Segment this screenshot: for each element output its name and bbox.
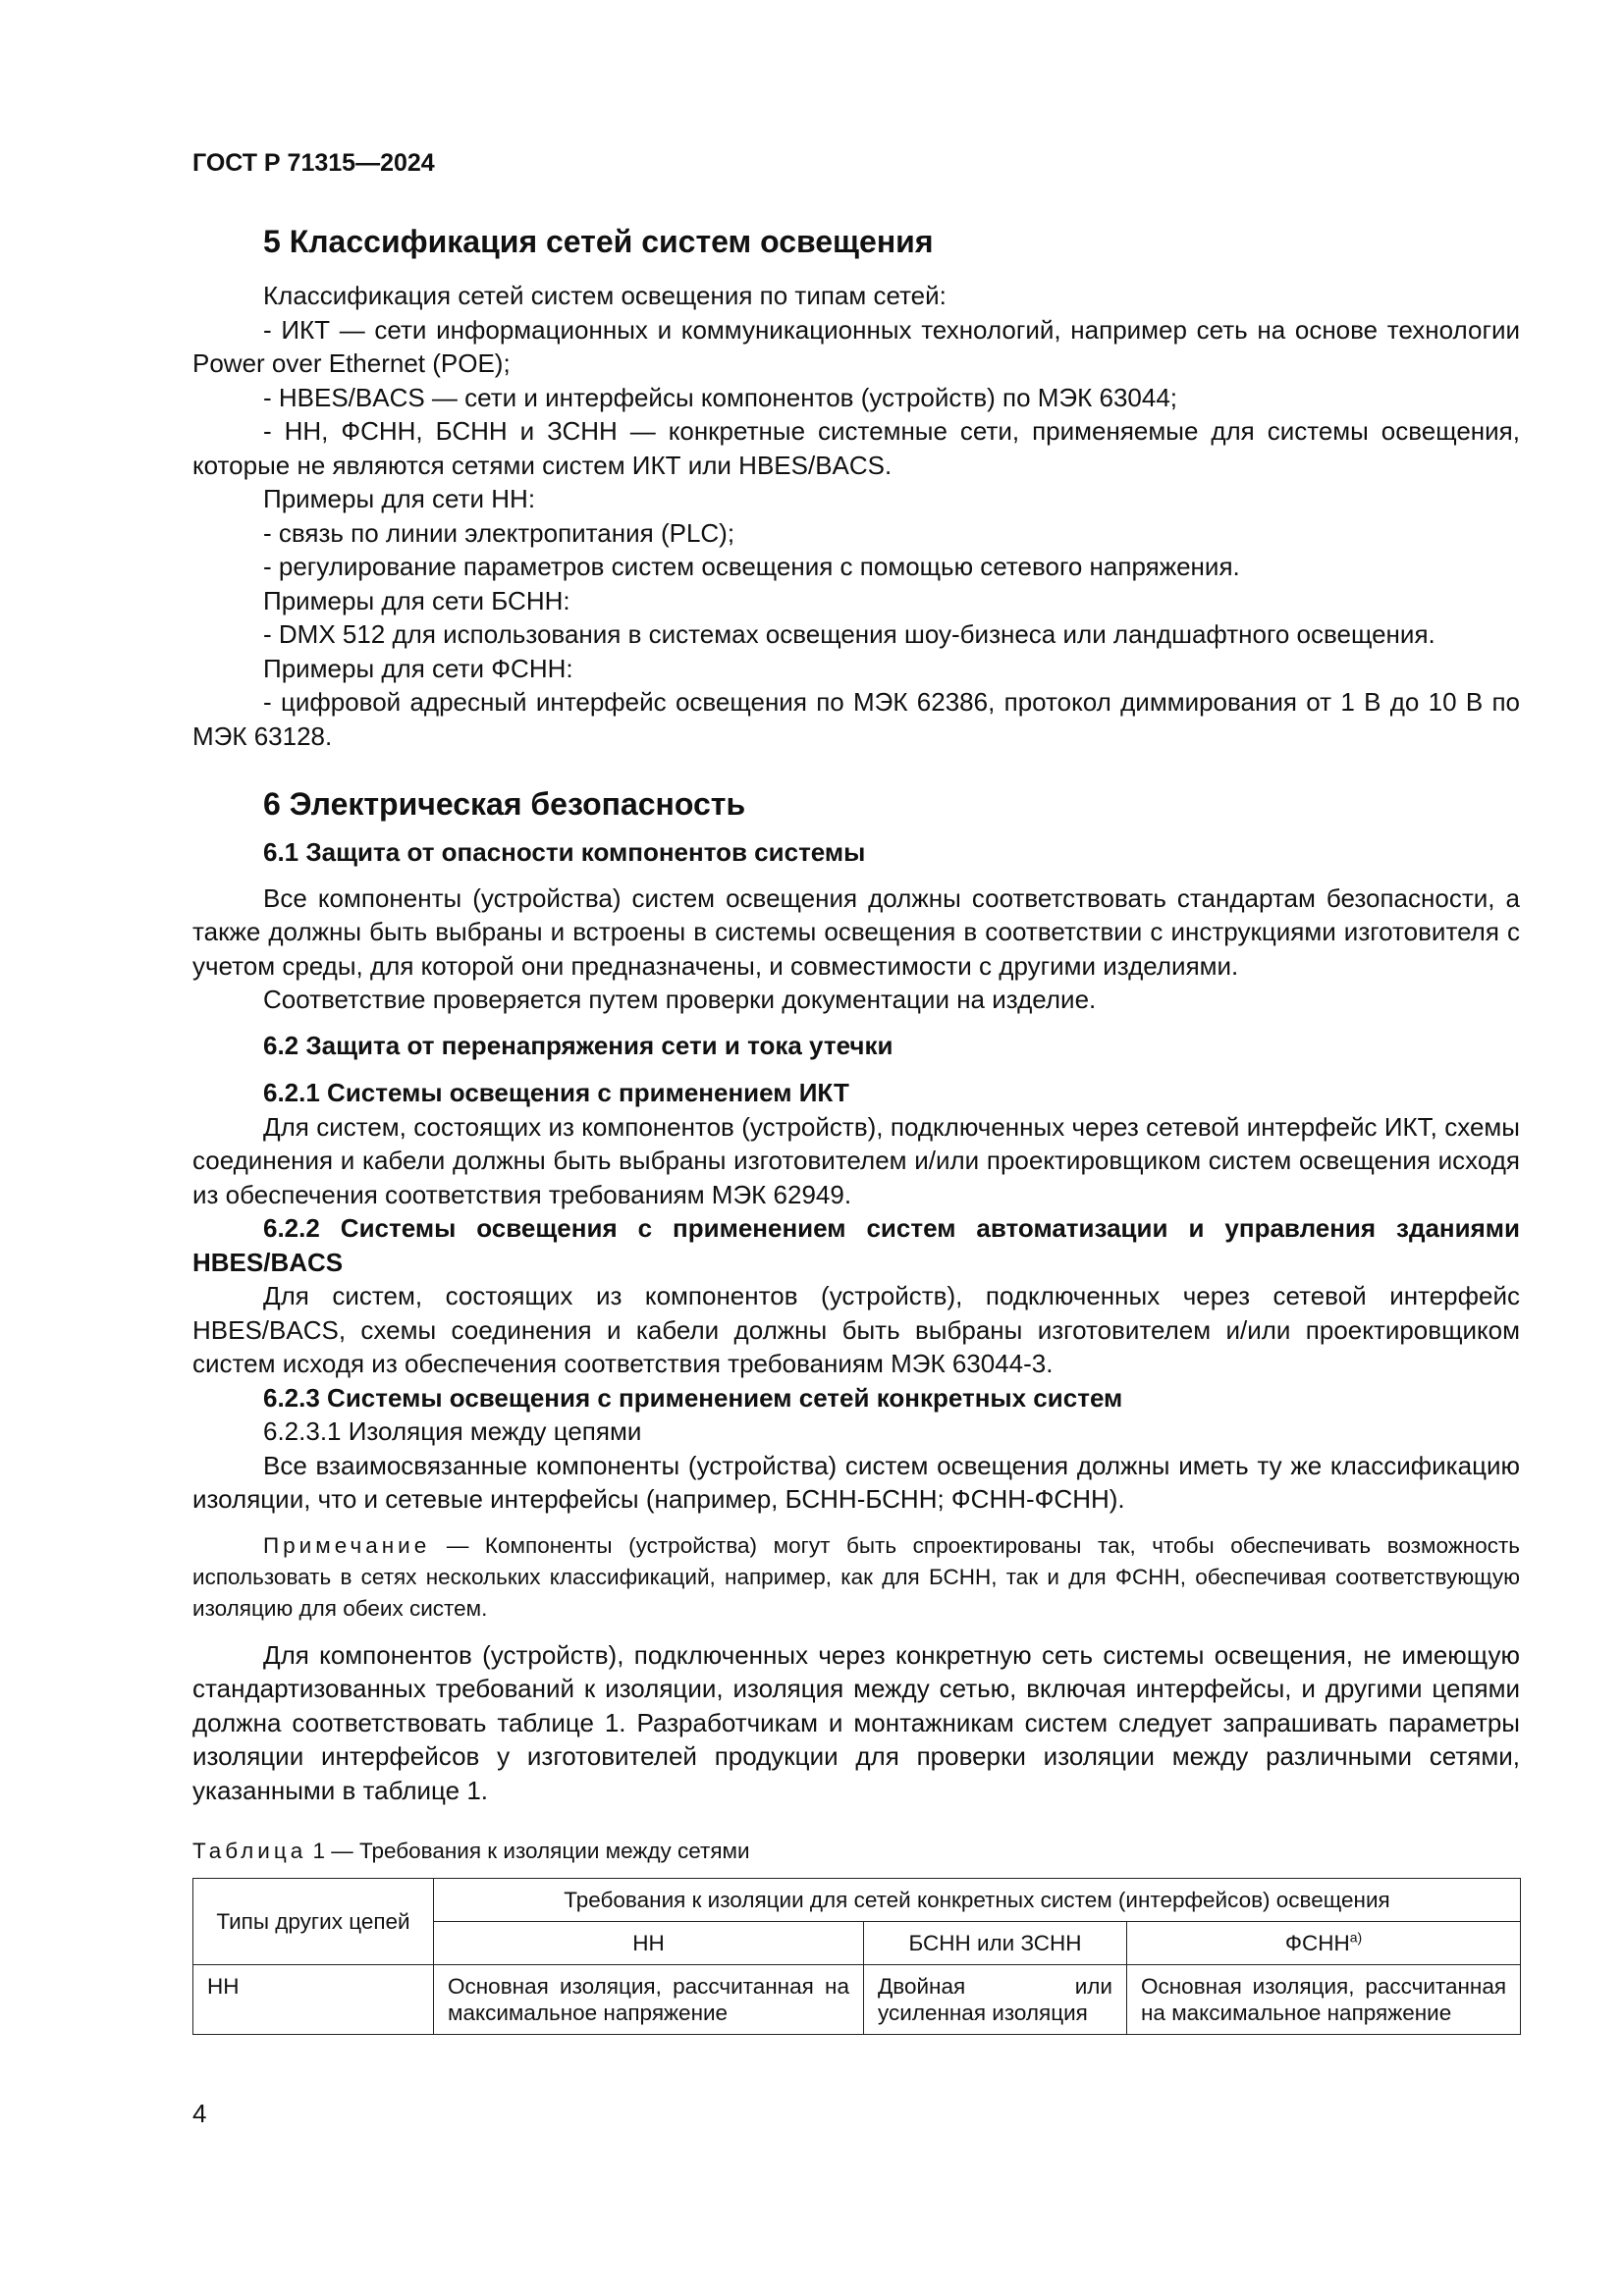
table-caption: [192, 1837, 1520, 1866]
section-5-heading: 5 Классификация сетей систем освещения: [263, 224, 934, 259]
list-item: - ИКТ — сети информационных и коммуникационных технологий, например сеть на основе технологии Power over Ethernet (POE);: [192, 314, 1520, 378]
table-header-cell: БСНН или ЗСНН: [864, 1922, 1127, 1965]
footnote-marker: а): [1349, 1929, 1363, 1946]
table-row: [193, 1965, 1521, 2035]
subsection-6-1-heading: 6.1 Защита от опасности компонентов системы: [263, 837, 866, 867]
table-caption-text: 1 — Требования к изоляции между сетями: [306, 1839, 750, 1863]
paragraph: Примеры для сети НН:: [263, 484, 536, 513]
insulation-requirements-table: [192, 1878, 1521, 2035]
document-header: ГОСТ Р 71315—2024: [192, 149, 435, 177]
table-header-cell: НН: [434, 1922, 864, 1965]
note-label: Примечание: [263, 1532, 431, 1558]
list-item: - регулирование параметров систем освещения с помощью сетевого напряжения.: [263, 552, 1240, 581]
paragraph: Для компонентов (устройств), подключенных через конкретную сеть системы освещения, не имеющую стандартизованных требований к изоляции, изоляция между сетью, включая интерфейсы, и другими цепями должна соответствовать таблице 1. Разработчикам и монтажникам систем следует запрашивать параметры изоляции интерфейсов у изготовителей продукции для проверки изоляции между различными сетями, указанными в таблице 1.: [192, 1639, 1520, 1805]
table-cell: Двойная или усиленная изоляция: [864, 1965, 1127, 2035]
table-header-row: [193, 1879, 1521, 1922]
subsection-6-2-1-heading: 6.2.1 Системы освещения с применением ИКТ: [263, 1078, 849, 1107]
table-caption-label: Таблица: [192, 1839, 307, 1863]
section-6-heading: 6 Электрическая безопасность: [263, 786, 746, 822]
paragraph: Для систем, состоящих из компонентов (устройств), подключенных через сетевой интерфейс HBES/BACS, схемы соединения и кабели должны быть выбраны изготовителем и/или проектировщиком систем исходя из обеспечения соответствия требованиям МЭК 63044-3.: [192, 1281, 1520, 1378]
paragraph: Классификация сетей систем освещения по типам сетей:: [263, 281, 947, 310]
paragraph: Для систем, состоящих из компонентов (устройств), подключенных через сетевой интерфейс ИКТ, схемы соединения и кабели должны быть выбраны изготовителем и/или проектировщиком систем освещения исходя из обеспечения соответствия требованиям МЭК 62949.: [192, 1111, 1520, 1209]
list-item: - HBES/BACS — сети и интерфейсы компонентов (устройств) по МЭК 63044;: [263, 382, 1178, 412]
paragraph: Примеры для сети БСНН:: [263, 585, 570, 615]
clause-6-2-3-1-heading: 6.2.3.1 Изоляция между цепями: [263, 1416, 642, 1446]
subsection-6-2-3-heading: 6.2.3 Системы освещения с применением сетей конкретных систем: [263, 1382, 1123, 1413]
note: [192, 1530, 1520, 1625]
paragraph: Примеры для сети ФСНН:: [263, 653, 573, 683]
table-cell: Основная изоляция, рассчитанная на максимальное напряжение: [434, 1965, 864, 2035]
subsection-6-2-2-heading: 6.2.2 Системы освещения с применением систем автоматизации и управления зданиями HBES/BACS: [192, 1213, 1520, 1277]
paragraph: Все взаимосвязанные компоненты (устройства) систем освещения должны иметь ту же классификацию изоляции, что и сетевые интерфейсы (например, БСНН-БСНН; ФСНН-ФСНН).: [192, 1450, 1520, 1514]
paragraph: Соответствие проверяется путем проверки документации на изделие.: [263, 985, 1097, 1014]
document-body: [192, 222, 1520, 2035]
table-header-cell: Типы других цепей: [193, 1879, 434, 1965]
table-header-cell: Требования к изоляции для сетей конкретных систем (интерфейсов) освещения: [434, 1879, 1521, 1922]
header-text: ФСНН: [1284, 1931, 1350, 1955]
table-cell: Основная изоляция, рассчитанная на максимальное напряжение: [1127, 1965, 1521, 2035]
list-item: - связь по линии электропитания (PLC);: [263, 517, 735, 548]
table-cell: НН: [193, 1965, 434, 2035]
list-item: - НН, ФСНН, БСНН и ЗСНН — конкретные системные сети, применяемые для системы освещения, которые не являются сетями систем ИКТ или HBES/BACS.: [192, 416, 1520, 480]
list-item: - цифровой адресный интерфейс освещения по МЭК 62386, протокол диммирования от 1 В до 10 В по МЭК 63128.: [192, 687, 1520, 751]
paragraph: Все компоненты (устройства) систем освещения должны соответствовать стандартам безопасности, а также должны быть выбраны и встроены в системы освещения в соответствии с инструкциями изготовителя с учетом среды, для которой они предназначены, и совместимости с другими изделиями.: [192, 882, 1520, 981]
list-item: - DMX 512 для использования в системах освещения шоу-бизнеса или ландшафтного освещения.: [263, 619, 1435, 649]
page-number: 4: [192, 2099, 207, 2128]
note-text: — Компоненты (устройства) могут быть спроектированы так, чтобы обеспечивать возможность использовать в сетях нескольких классификаций, например, как для БСНН, так и для ФСНН, обеспечивая соответствующую изоляцию для обеих систем.: [192, 1532, 1520, 1621]
table-header-cell: [1127, 1922, 1521, 1965]
subsection-6-2-heading: 6.2 Защита от перенапряжения сети и тока утечки: [263, 1030, 893, 1060]
